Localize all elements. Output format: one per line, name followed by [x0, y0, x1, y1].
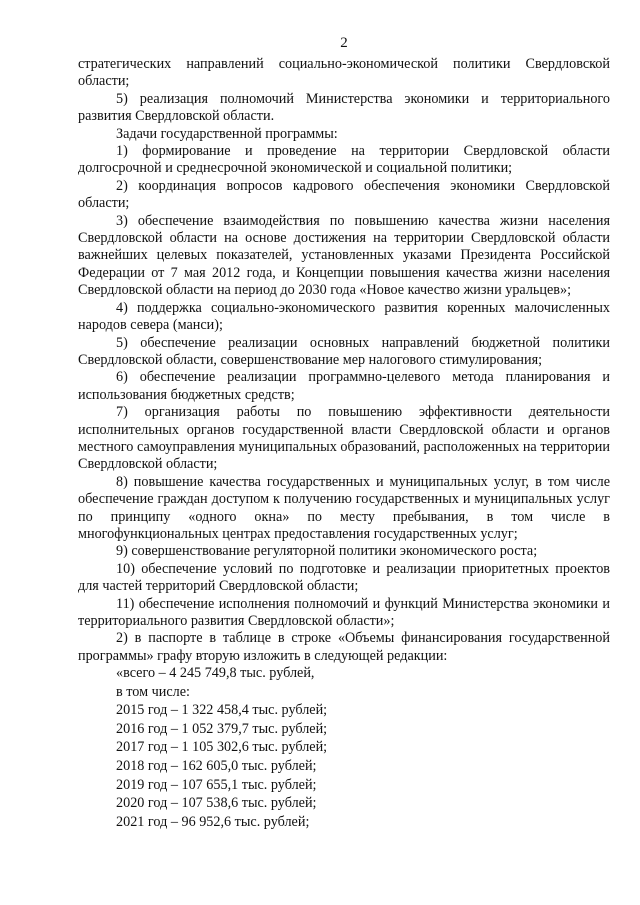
funding-total: «всего – 4 245 749,8 тыс. рублей, [116, 665, 315, 682]
paragraph-task-7: 7) организация работы по повышению эффективности деятельности исполнительных органов государственной власти Свердловской области и органов местного самоуправления муниципальных образований, расположенных на территории Свердловской области; [78, 404, 610, 473]
paragraph-continuation: стратегических направлений социально-экономической политики Свердловской области; [78, 56, 610, 90]
paragraph-task-2: 2) координация вопросов кадрового обеспечения экономики Свердловской области; [78, 177, 610, 212]
paragraph-task-8: 8) повышение качества государственных и муниципальных услуг, в том числе обеспечение граждан доступом к получению государственных и муниципальных услуг по принципу «одного окна» по месту пребывания, в том числе в многофункциональных центрах предоставления государственных услуг; [78, 473, 610, 542]
paragraph-task-11: 11) обеспечение исполнения полномочий и функций Министерства экономики и территориального развития Свердловской области»; [78, 595, 610, 629]
funding-year-2020: 2020 год – 107 538,6 тыс. рублей; [116, 795, 317, 812]
document-body [78, 56, 610, 831]
funding-year-2021: 2021 год – 96 952,6 тыс. рублей; [116, 813, 310, 830]
paragraph-task-4: 4) поддержка социально-экономического развития коренных малочисленных народов севера (манси); [78, 299, 610, 334]
funding-year-2017: 2017 год – 1 105 302,6 тыс. рублей; [116, 739, 328, 756]
paragraph-task-9: 9) совершенствование регуляторной политики экономического роста; [116, 543, 538, 560]
paragraph-task-5: 5) обеспечение реализации основных направлений бюджетной политики Свердловской области, совершенствование мер налогового стимулирования; [78, 334, 610, 368]
funding-year-2019: 2019 год – 107 655,1 тыс. рублей; [116, 776, 317, 793]
page-number: 2 [340, 35, 348, 51]
paragraph-task-6: 6) обеспечение реализации программно-целевого метода планирования и использования бюджетных средств; [78, 369, 610, 403]
funding-year-2016: 2016 год – 1 052 379,7 тыс. рублей; [116, 720, 328, 737]
funding-year-2015: 2015 год – 1 322 458,4 тыс. рублей; [116, 702, 328, 719]
funding-year-2018: 2018 год – 162 605,0 тыс. рублей; [116, 758, 317, 774]
paragraph-passport-amendment: 2) в паспорте в таблице в строке «Объемы финансирования государственной программы» графу вторую изложить в следующей редакции: [78, 630, 610, 664]
paragraph-task-10: 10) обеспечение условий по подготовке и реализации приоритетных проектов для частей территорий Свердловской области; [78, 560, 610, 595]
paragraph-goal-5: 5) реализация полномочий Министерства экономики и территориального развития Свердловской области. [78, 90, 610, 125]
paragraph-task-1: 1) формирование и проведение на территории Свердловской области долгосрочной и среднесрочной экономической и социальной политики; [78, 143, 610, 177]
paragraph-task-3: 3) обеспечение взаимодействия по повышению качества жизни населения Свердловской области на основе достижения на территории Свердловской области важнейших целевых показателей, установленных указами Президента Российской Федерации от 7 мая 2012 года, и Концепции повышения качества жизни населения Свердловской области на период до 2030 года «Новое качество жизни уральцев»; [78, 212, 610, 299]
funding-including-label: в том числе: [116, 683, 190, 700]
paragraph-tasks-heading: Задачи государственной программы: [116, 125, 338, 142]
